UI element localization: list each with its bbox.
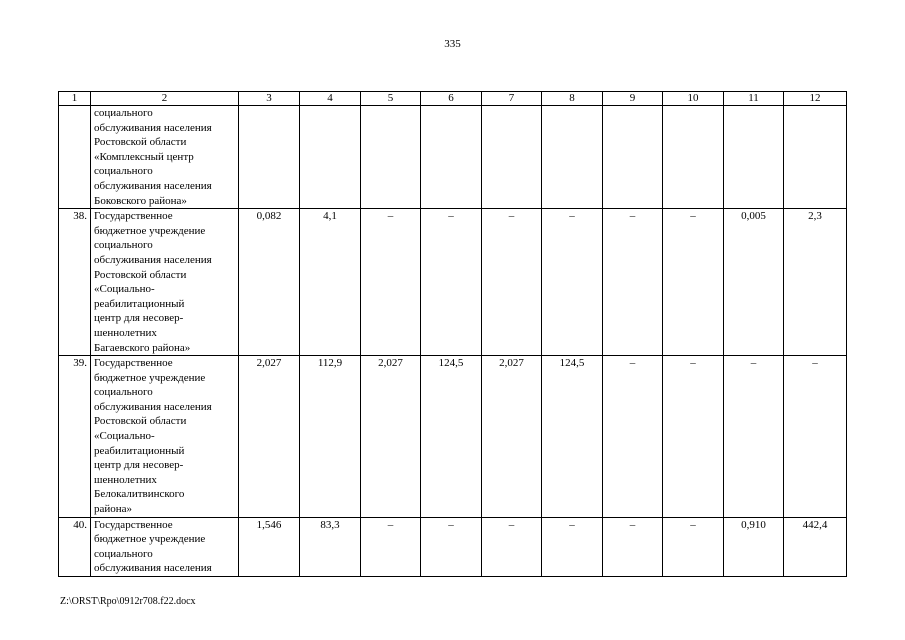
institution-name-line: социального [94,547,153,560]
header-row [59,92,847,106]
value-cell: 1,546 [239,517,300,576]
institution-name-line: бюджетное учреждение [94,224,206,237]
table-row [59,517,847,576]
value-cell: – [482,209,542,356]
value-cell: – [603,356,663,518]
value-cell: 4,1 [300,209,361,356]
institution-name-line: «Социально- [94,283,155,296]
institution-name [91,106,239,209]
value-cell: – [663,517,724,576]
value-cell: – [603,517,663,576]
institution-name-line: социального [94,165,153,178]
institution-name-line: бюджетное учреждение [94,371,206,384]
row-number: 40. [59,517,91,576]
institution-name-line: социального [94,386,153,399]
institution-name-line: «Комплексный центр [94,150,194,163]
institution-name-line: шеннолетних [94,473,157,486]
institution-name-line: обслуживания населения [94,179,212,192]
value-cell [724,106,784,209]
institution-name-line: Багаевского района» [94,341,191,354]
institution-name [91,517,239,576]
value-cell: 112,9 [300,356,361,518]
institution-name-line: Боковского района» [94,194,187,207]
value-cell: 0,082 [239,209,300,356]
value-cell: – [361,517,421,576]
value-cell: – [784,356,847,518]
column-header: 3 [239,92,300,106]
value-cell: 2,027 [361,356,421,518]
value-cell [542,106,603,209]
value-cell: 0,005 [724,209,784,356]
institution-name-line: обслуживания населения [94,562,212,575]
value-cell: – [603,209,663,356]
value-cell: 2,027 [482,356,542,518]
value-cell [663,106,724,209]
value-cell: – [421,517,482,576]
table-row [59,106,847,209]
institution-name-line: Ростовской области [94,415,187,428]
column-header: 5 [361,92,421,106]
institution-name-line: социального [94,107,153,119]
value-cell [784,106,847,209]
column-header: 7 [482,92,542,106]
value-cell: 0,910 [724,517,784,576]
value-cell [421,106,482,209]
institution-name-line: обслуживания населения [94,121,212,134]
institution-name-line: Государственное [94,518,173,531]
value-cell: – [482,517,542,576]
file-path-footer: Z:\ORST\Rpo\0912r708.f22.docx [60,596,196,607]
institution-name-line: реабилитационный [94,297,185,310]
value-cell: – [542,517,603,576]
value-cell: – [663,356,724,518]
institution-name-line: социального [94,239,153,252]
column-header: 11 [724,92,784,106]
institution-name-line: «Социально- [94,430,155,443]
institution-name-line: Государственное [94,210,173,223]
institution-name-line: бюджетное учреждение [94,533,206,546]
value-cell [482,106,542,209]
value-cell: 2,027 [239,356,300,518]
page-number: 335 [444,38,461,50]
institution-name-line: района» [94,503,133,516]
table-row [59,356,847,518]
value-cell [361,106,421,209]
value-cell: 124,5 [421,356,482,518]
institution-name-line: обслуживания населения [94,253,212,266]
column-header: 9 [603,92,663,106]
value-cell [239,106,300,209]
institution-name-line: центр для несовер- [94,459,184,472]
institution-name [91,209,239,356]
institution-name-line: Белокалитвинского [94,488,185,501]
value-cell: 2,3 [784,209,847,356]
row-number [59,106,91,209]
institution-name-line: Ростовской области [94,268,187,281]
column-header: 1 [59,92,91,106]
value-cell: 83,3 [300,517,361,576]
institution-name-line: центр для несовер- [94,312,184,325]
row-number: 39. [59,356,91,518]
column-header: 2 [91,92,239,106]
column-header: 6 [421,92,482,106]
column-header: 10 [663,92,724,106]
value-cell: – [361,209,421,356]
column-header: 4 [300,92,361,106]
value-cell: 124,5 [542,356,603,518]
value-cell: – [724,356,784,518]
value-cell: – [663,209,724,356]
institution-name-line: Ростовской области [94,136,187,149]
column-header: 12 [784,92,847,106]
row-number: 38. [59,209,91,356]
institution-name-line: реабилитационный [94,444,185,457]
value-cell: – [421,209,482,356]
data-table [58,91,847,577]
table-row [59,209,847,356]
institution-name-line: Государственное [94,357,173,370]
value-cell: – [542,209,603,356]
value-cell [300,106,361,209]
institution-name-line: шеннолетних [94,326,157,339]
column-header: 8 [542,92,603,106]
value-cell: 442,4 [784,517,847,576]
value-cell [603,106,663,209]
institution-name [91,356,239,518]
institution-name-line: обслуживания населения [94,400,212,413]
